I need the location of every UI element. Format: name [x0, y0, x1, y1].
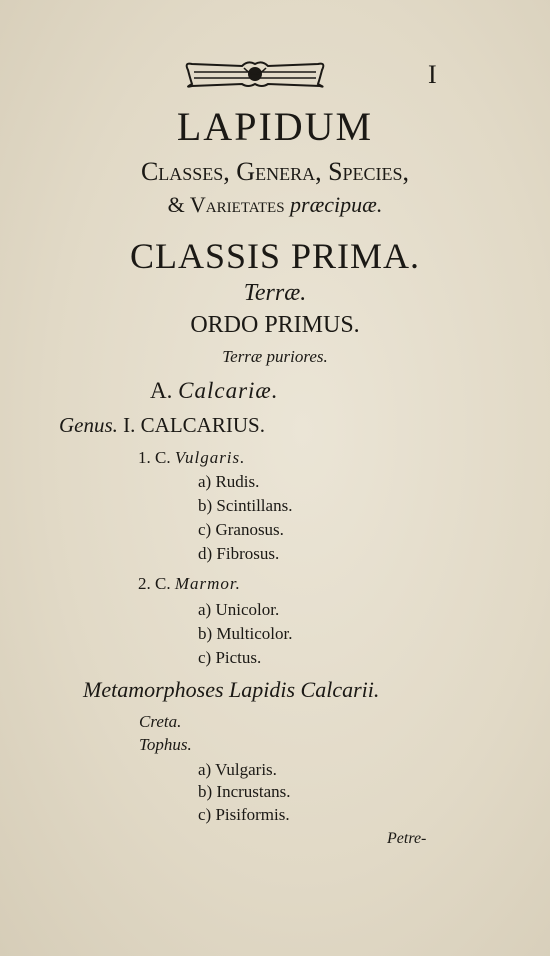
metamorphosis-entry: Tophus. — [139, 735, 192, 754]
genus-heading — [59, 413, 265, 438]
variety-item: a) Unicolor. — [198, 600, 280, 619]
main-title: LAPIDUM — [176, 104, 374, 149]
variety-item: c) Granosus. — [198, 520, 284, 539]
subtitle-line-1: Classes, Genera, Species, — [140, 157, 410, 186]
variety-item: b) Scintillans. — [198, 496, 293, 515]
section-letter: A. — [150, 378, 173, 403]
species-number: 1. C. — [138, 448, 171, 467]
genus-name: CALCARIUS. — [140, 413, 265, 437]
order-name: Terræ puriores. — [222, 347, 328, 366]
variety-item: d) Fibrosus. — [198, 544, 280, 563]
species-name: Vulgaris. — [174, 448, 246, 467]
variety-item: b) Multicolor. — [198, 624, 293, 643]
page-number: I — [428, 60, 437, 89]
section-heading — [150, 378, 279, 404]
variety-item: b) Incrustans. — [198, 782, 291, 801]
metamorphosis-entry: Creta. — [139, 712, 182, 731]
variety-item: a) Vulgaris. — [198, 760, 277, 779]
variety-item: c) Pisiformis. — [198, 805, 290, 824]
genus-number: I. — [123, 413, 136, 437]
variety-item: a) Rudis. — [198, 472, 260, 491]
class-name: Terræ. — [243, 280, 307, 306]
species-number: 2. C. — [138, 574, 171, 593]
section-name: Calcariæ. — [178, 378, 279, 403]
species-name: Marmor. — [174, 574, 241, 593]
species-entry — [138, 448, 245, 468]
order-heading: ORDO PRIMUS. — [190, 312, 360, 338]
subtitle-line-2-b: præcipuæ. — [290, 192, 383, 217]
headpiece-ornament — [182, 58, 328, 90]
genus-label: Genus. — [59, 413, 118, 437]
catchword: Petre- — [387, 830, 427, 847]
metamorphoses-heading: Metamorphoses Lapidis Calcarii. — [83, 677, 380, 702]
subtitle-line-2-a: & Varietates — [167, 192, 285, 217]
subtitle-line-2 — [0, 192, 550, 218]
variety-item: c) Pictus. — [198, 648, 262, 667]
class-heading: CLASSIS PRIMA. — [129, 236, 421, 276]
species-entry — [138, 574, 241, 594]
